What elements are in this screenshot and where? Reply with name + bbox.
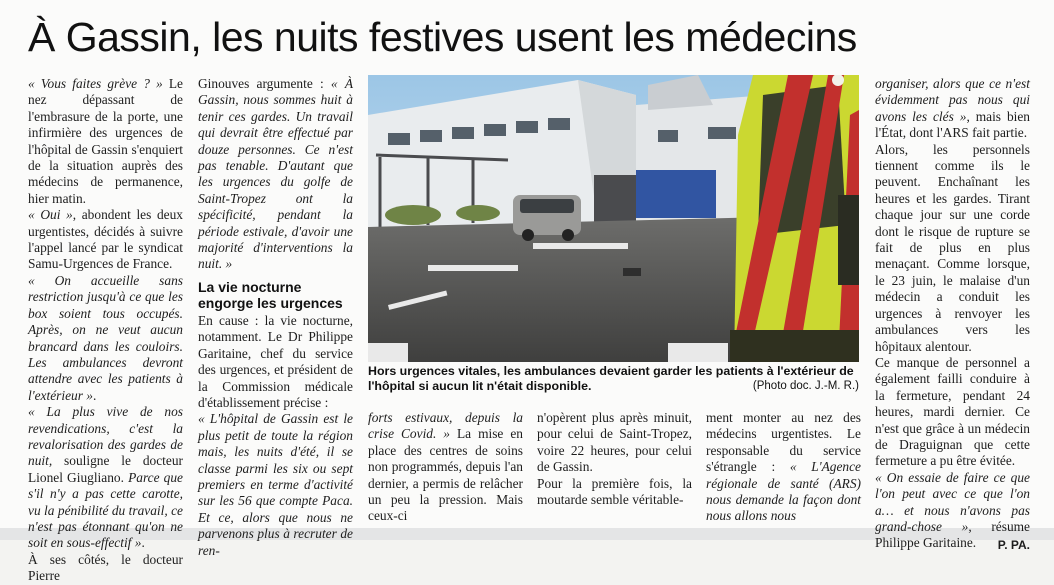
- paragraph: organiser, alors que ce n'est évidemment pas nous qui avons les clés », mais bien l'État, dont l'ARS fait partie.: [875, 76, 1031, 141]
- paragraph: « Oui », abondent les deux urgentistes, décidés à suivre l'appel lancé par le syndicat Samu-Urgences de France.: [28, 207, 183, 272]
- column-3b: [537, 410, 692, 508]
- article-headline: À Gassin, les nuits festives usent les médecins: [28, 14, 857, 60]
- paragraph: À ses côtés, le docteur Pierre: [28, 551, 183, 584]
- photo-caption: [368, 364, 859, 394]
- paragraph: Alors, les personnels tiennent comme ils le peuvent. Enchaînant les heures et les gardes. Tirant chaque jour sur une corde dont le risque de rupture se fait de plus en plus menaçant. Comme lorsque, le 23 juin, le malaise d'un médecin a conduit les urgences à renvoyer les ambulances vers les hôpitaux alentour.: [875, 141, 1030, 354]
- ambulance-hospital-photo: [368, 75, 859, 362]
- paragraph: « On essaie de faire ce que l'on peut avec ce que l'on a… et nous n'avons pas grand-chose », résume Philippe Garitaine. P. PA.: [875, 469, 1030, 553]
- paragraph: « La plus vive de nos revendications, c'est la revalorisation des gardes de nuit, souligne le docteur Lionel Giugliano. Parce que s'il n'y a pas cette carotte, vu la pénibilité du travail, ce n'est pas étonnant qu'on ne soit en sous-effectif ».: [28, 404, 183, 551]
- ambulance: [730, 75, 859, 362]
- paragraph: Ce manque de personnel a également failli conduire à la fermeture, pendant 24 heures, mardi dernier. Ce n'est que grâce à un médecin de Draguignan que cette fermeture a pu être évitée.: [875, 354, 1030, 469]
- column-4b: [706, 410, 861, 525]
- paragraph: Pour la première fois, la moutarde semble véritable-: [537, 475, 692, 508]
- photo-credit: (Photo doc. J.-M. R.): [752, 380, 859, 392]
- paragraph: n'opèrent plus après minuit, pour celui de Saint-Tropez, voire 22 heures, pour celui de Gassin.: [537, 410, 692, 475]
- paragraph: « On accueille sans restriction jusqu'à ce que les box soient tous occupés. Après, on ne veut aucun brancard dans les couloirs. Les ambulances devront attendre avec les patients à l'extérieur ».: [28, 272, 183, 403]
- paragraph: ment monter au nez des médecins urgentistes. Le responsable du service s'étrangle : « L'Agence régionale de santé (ARS) nous demande la façon dont nous allons nous: [706, 410, 861, 524]
- column-5: [875, 76, 1030, 554]
- column-2: [198, 76, 353, 559]
- author-signature: P. PA.: [997, 538, 1030, 553]
- paragraph: « Vous faites grève ? » Le nez dépassant de l'embrasure de la porte, une infirmière des urgences de l'hôpital de Gassin s'enquiert de la situation auprès des médecins de permanence, hier matin.: [28, 76, 183, 206]
- column-1: [28, 76, 183, 585]
- caption-text: Hors urgences vitales, les ambulances devaient garder les patients à l'extérieur de l'hôpital si aucun lit n'était disponible.: [368, 364, 854, 393]
- paragraph: En cause : la vie nocturne, notamment. Le Dr Philippe Garitaine, chef du service des urgences, et président de la Commission médicale d'établissement précise :: [198, 312, 353, 410]
- paragraph: Ginouves argumente : « À Gassin, nous sommes huit à tenir ces gardes. Un travail qui devrait être effectué par douze personnes. Ce n'est pas tenable. D'autant que les urgences du golfe de Saint-Tropez ont la spécificité, pendant la période estivale, d'avoir une majorité d'interventions la nuit. »: [198, 76, 353, 272]
- paragraph: forts estivaux, depuis la crise Covid. » La mise en place des centres de soins non programmés, depuis l'an dernier, a permis de relâcher un peu la pression. Mais ceux-ci: [368, 410, 523, 524]
- column-2b: [368, 410, 523, 525]
- paragraph: « L'hôpital de Gassin est le plus petit de toute la région mais, les nuits d'été, il se classe parmi les six ou sept premiers en terme d'activité sur les 56 que compte Paca. Et ce, alors que nous ne parvenons plus à recruter de ren-: [198, 411, 353, 558]
- section-subhead: La vie nocturne engorge les urgences: [198, 278, 343, 311]
